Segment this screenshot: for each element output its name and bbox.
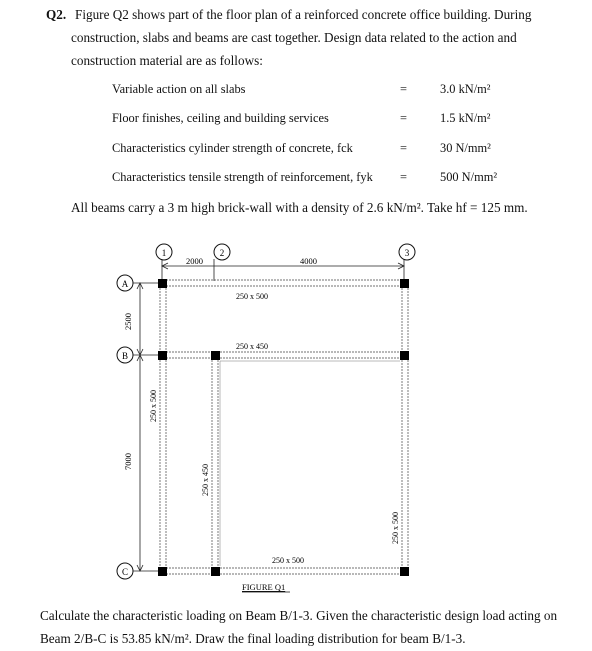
data-label-variable-action: Variable action on all slabs	[112, 82, 246, 96]
wall-note: All beams carry a 3 m high brick-wall with a density of 2.6 kN/m². Take hf = 125 mm.	[71, 200, 528, 215]
column-marker-1	[156, 244, 172, 260]
intro-line-3: construction material are as follows:	[71, 53, 263, 68]
svg-text:1: 1	[161, 248, 167, 258]
beam-3-size: 250 x 500	[391, 512, 400, 544]
intro-line-2: construction, slabs and beams are cast together. Design data related to the action and	[71, 30, 517, 45]
task-line-1: Calculate the characteristic loading on Beam B/1-3. Given the characteristic design load acting on	[40, 608, 558, 623]
column-A3	[400, 279, 409, 288]
column-marker-3	[399, 244, 415, 260]
beam-2-size: 250 x 450	[201, 464, 210, 496]
column-A1	[158, 279, 167, 288]
row-marker-B	[117, 347, 133, 363]
question-number: Q2.	[46, 7, 67, 22]
dim-2500: 2500	[123, 313, 133, 330]
dim-7000: 7000	[123, 453, 133, 470]
column-marker-2	[214, 244, 230, 260]
column-B3	[400, 351, 409, 360]
data-equals-4: =	[400, 170, 407, 184]
data-equals-3: =	[400, 141, 407, 155]
task-line-2: Beam 2/B-C is 53.85 kN/m². Draw the final loading distribution for beam B/1-3.	[40, 631, 466, 646]
column-B1	[158, 351, 167, 360]
side-dimension	[133, 283, 160, 571]
beam-A-size: 250 x 500	[236, 292, 268, 301]
column-C1	[158, 567, 167, 576]
svg-text:2: 2	[219, 248, 225, 258]
column-C3	[400, 567, 409, 576]
data-label-fyk: Characteristics tensile strength of reinforcement, fyk	[112, 170, 373, 184]
svg-text:C: C	[121, 567, 129, 577]
svg-text:A: A	[121, 279, 129, 289]
row-marker-C	[117, 563, 133, 579]
data-equals-2: =	[400, 111, 407, 125]
data-value-finishes: 1.5 kN/m²	[440, 111, 491, 125]
data-value-fyk: 500 N/mm²	[440, 170, 498, 184]
dim-2000: 2000	[186, 256, 203, 266]
svg-text:B: B	[121, 351, 129, 361]
column-C2	[211, 567, 220, 576]
data-label-finishes: Floor finishes, ceiling and building services	[112, 111, 329, 125]
beam-B-size: 250 x 450	[236, 342, 268, 351]
data-value-fck: 30 N/mm²	[440, 141, 491, 155]
beam-1-size: 250 x 500	[149, 390, 158, 422]
intro-line-1: Figure Q2 shows part of the floor plan of a reinforced concrete office building. During	[75, 7, 532, 22]
beam-C-size: 250 x 500	[272, 556, 304, 565]
row-marker-A	[117, 275, 133, 291]
column-B2	[211, 351, 220, 360]
data-equals-1: =	[400, 82, 407, 96]
dim-4000: 4000	[300, 256, 317, 266]
data-value-variable-action: 3.0 kN/m²	[440, 82, 491, 96]
figure-caption: FIGURE Q1	[242, 582, 286, 592]
svg-text:3: 3	[404, 248, 410, 258]
data-label-fck: Characteristics cylinder strength of concrete, fck	[112, 141, 353, 155]
